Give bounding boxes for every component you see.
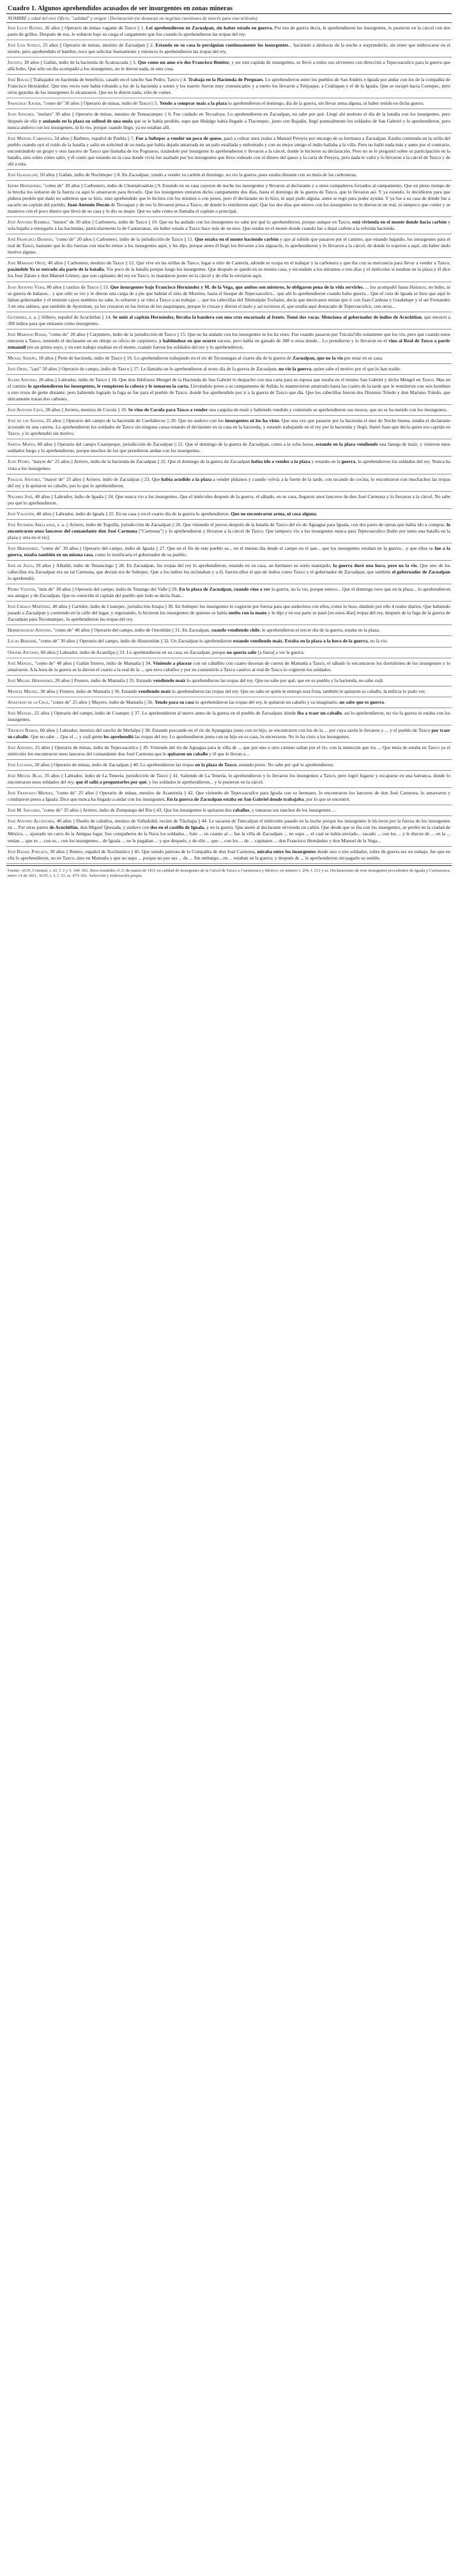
row-emphasis: en la plaza de Taxco	[195, 762, 237, 768]
table-row	[6, 492, 452, 509]
table-header: NOMBRE y edad del reo| Oficio, "calidad" y origen | Declaración (se destacan en negritas cuestiones de interés para este artículo)	[8, 15, 257, 21]
row-text: , "como de" 25 años || Mayero, indio de Mamatla || 36.	[48, 699, 155, 705]
row-text-tail: , quien sabe el motivo por el que lo han traído.	[311, 365, 401, 372]
reo-name: Juan Pedro	[8, 458, 29, 465]
row-text: , 26 años || Operario de minas vagante de Taxco || 1.	[42, 25, 146, 31]
row-text: , 35 años || Labrador, indio de La Tenería, jurisdicción de Taxco || 41. Saliendo de La Tenería, lo aprehendieron y lo llevaron los insurgentes a Taxco, pero logró fugarse y escaparse en una barranca, donde lo encontraron unos soldados del rey,	[8, 773, 450, 785]
row-text: , "como de" 35 años || Arriero, indio de Zumpango del Río || 43. Que los insurgentes le quitaron dos	[40, 807, 233, 814]
row-emphasis: Leí aprehendieron en Zacualpan, sin haber estado en guerra.	[146, 25, 273, 31]
table-row	[6, 364, 452, 375]
row-text-tail: y sola bajaba a entregarlo a las haciendas, particularmente la de Cantarranas, sin haber estado a Taxco hace más de un mes. Que estaba en el monte donde cuando fue a dejar carbón a la referida hacienda.	[8, 219, 450, 232]
reo-name: Gutiérrez	[8, 314, 27, 320]
row-text-tail: desde uno o tres soldados, sobre de guerra era un trabajo, fue que en ella lo aprehendieron, no en Taxco, sino en Mamatla y que no supo ... porque no por sus ... de ... Sin embargo... en ... estaban en la guerra; y después de ... le aprehendieron sin pagarle su sueldo.	[8, 848, 451, 861]
row-emphasis: lo encontraron unos lanceros del comandante don José Carmona	[8, 521, 450, 534]
table-row	[6, 805, 452, 816]
table-row	[6, 405, 452, 416]
row-emphasis: Que como un amo e/o dos Francisco Benítez	[137, 59, 229, 66]
row-text: , 30 años || Botero, español de Xochimilco || 45. Que siendo patriota de la Compañía de don José Carmona,	[47, 848, 257, 854]
reo-name: José Miguel Blas	[8, 773, 42, 779]
table-row	[6, 686, 452, 697]
row-emphasis: lo aprehendieron los insurgentes, le rompieron la cabeza y le tomaron la carta.	[27, 383, 190, 390]
reo-name: José Antonio Ramírez	[8, 219, 49, 225]
row-text: , "mayor de" 25 años || Arriero, indio de la hacienda de Zacualpan || 22. Que el domingo de la guerra de Zacualpan	[29, 458, 252, 465]
table-row	[6, 816, 452, 846]
reo-name: José Rafael Porcayo	[8, 848, 48, 854]
row-emphasis: caballos	[233, 807, 250, 814]
reo-name: José Antonio Alcántara	[8, 818, 54, 824]
row-text-tail: por estar en su casa.	[343, 354, 383, 361]
row-text-tail: de Tecoapan y de eso lo llevaron presa a Taxco, de donde lo remitieron aquí. Que los dos días que estuvo con los insurgentes no le dieron ni un real, ni tampoco que comer y se mantuvo con el poco dinero que llevó de su casa y le dio su mujer. Que no sabe cómo se llamaba el capitán o principal.	[8, 202, 450, 215]
row-text-tail: a vender plátanos y cuando volvía a la fuerte de la tarde, con tocando de cocina, lo encontraron con muchachos las tropas del rey y le quitaron su caballo, por lo que lo aprehendieron.	[8, 476, 451, 489]
table-row	[6, 181, 452, 217]
reo-name: Francisco Xavier	[8, 100, 41, 107]
row-text: , 40 años || Cartidor, indio de Coatepec, jurisdicción Ixtapa || 30. En Sultepec los insurgentes lo cogieron por fuerza para que anduviera con ellos, como lo hizo, dándole por ello 4 reales diarios. Que habiendo pasado a Zacualpan y comiendo en la calle del lugar, y regresando, lo hicieron los insurgentes de quienes se había	[8, 603, 450, 616]
row-emphasis: Se unió al capitán Hernández, llevaba la bandera con una cruz encarnada al frente. Tomó dos vacas. Menciona al gobernador de indios de Acuchitlan	[112, 314, 422, 320]
row-text: , 34 años || Barbero, español de Puebla || 7.	[52, 135, 136, 141]
reo-name: José Severino Arellanos	[8, 521, 55, 527]
reo-name: Anastasio de la Cruz	[8, 699, 49, 705]
reo-name: José Lucio Rufino	[8, 25, 42, 31]
row-emphasis: dos en el castillo de Iguala	[150, 824, 204, 831]
row-text-tail: y le dijo y en esa parte se pasó [en estos días] tropas del rey, después de la fuga de la guerra de Zacualpan para Tecomatepec, lo aprehendieron las tropas del rey.	[8, 610, 450, 623]
row-text: , 40 años || Dueño de caballos, mestizo de Valladolid, vecino de Tlachapa || 44. Le sacaron de Tetecalpan el miércoles pasado en la noche porque los insurgentes le hicieron por la fuerza de los insurgentes en ... Por otras partes	[8, 818, 450, 831]
row-text-tail: la guerra, no la vio, porque estuvo... Que el domingo tuvo que en la plaza... lo aprehendieron sus amigos y de Zacualpan. Que es conocido el capitán del pueblo que todo se decía Juan...	[8, 586, 450, 599]
table-row	[6, 697, 452, 708]
table-row	[6, 788, 452, 805]
row-text: , s. a. || Silbero, español de Acuchitlan || 14.	[26, 314, 113, 320]
reo-name: Jacinto	[8, 59, 22, 66]
row-text: , "como de" 20 años || Carpintero, indio de la jurisdicción de Taxco || 15. Que no ha andado con los insurgentes ni los ha visto. Fue cuando pasaron por Tzicala?illo solamente que los vio, pero que cuando estos entraron a Taxco, teniendo el declarante en un obraje su oficio de carpintero,	[8, 331, 450, 344]
row-text: , 25 años || Operario del campo de la hacienda de Cuetlaltecoc || 20. Que no anduvo con los	[43, 418, 225, 424]
row-emphasis: no vio la guerra	[279, 365, 312, 372]
row-text-tail: , y en la guerra. Que anotó al declarante sirviendo un cañón. Que desde que se iba con los insurgentes, se perdió en la ciudad de México, ... ajustado un carro de la Antigua lugar. Sus compañeros de la Nava los soldados... Sale ... en cuanto al ... fue la villa de Zacualpan ... no supo ... el cual se había enviado... sacado ... con los ... y le dieron de ... en la ... tenían ... que se ... con su... con los insurgentes... de Iguala ... no le pagaban ... y que después, y de ello ... que ... con los ... de ... capitanes ... don Francisco Hernández y don Manuel de la Vega...	[8, 824, 451, 844]
row-text-tail: suceso, pero había un ganado de 300 u otras donde... Lo prendieron y lo llevaron en el	[216, 337, 388, 344]
row-emphasis: les aprehendió	[103, 733, 134, 739]
table-bottom-rule	[6, 865, 452, 866]
row-text: , 30 años || Frutero, indio de Mamatla || 36. Estando	[38, 688, 139, 694]
row-text: , 30 años || Gañán, indio de la hacienda de Acatzacoala || 3.	[21, 59, 138, 66]
row-text: , 46 años || Carbonero, mestizo de Taxco || 12. Que vive en las orillas de Taxco, lugar o sitio de Cantería, adonde se ocupa en el trabajar y la carbonera y que iba con su mercancía para llevar a vender a Taxco,	[45, 260, 450, 266]
row-text: , 40 años || Labrador, indio de Iguala || 24. Que nunca vio a los insurgentes. Que el miércoles después de la guerra, el sábado, en su casa, llegaron unos lanceros de don José Carmona y lo llevaron a la cárcel. No sabe por qué lo aprehendieron.	[8, 493, 451, 506]
table-row	[6, 676, 452, 686]
row-text-tail: una fanega de maíz, y vinieron unos soldados luego y lo aprehendieron, porque muchos de los que prendieron andan con los insurgentes.	[8, 441, 450, 454]
table-row	[6, 98, 452, 109]
row-emphasis: estando en la plaza vendiendo	[316, 441, 378, 448]
row-text-tail: Lo aprehendieron entre los pueblos de San Andrés e Iguala por andar con los de la compañía de Francisco Hernández. Que tres veces este había robando a los de la hacienda a sotner y los tuarrio fueron muy comunicados y a tuerto los llevaron a Tetipaque, a Coátlapan y el de la Iguala. Que se escapó hacia Coetepec, pero otros guardas de los insurgentes lo alcanzaron. Que no le dieron nada, sólo de comer.	[8, 77, 450, 96]
reo-name: José Antonio Cruz	[8, 407, 43, 413]
reo-name: Pedro Vicente	[8, 586, 35, 593]
table-row	[6, 602, 452, 625]
table-row	[6, 57, 452, 75]
row-emphasis: Juan Antonio Durán	[66, 202, 110, 208]
row-text-tail: (en un primo suyo, y en este trabajo estaban en el monte, cuando fueron los soldados del rey y lo aprehendieron.	[26, 344, 244, 350]
row-emphasis: Fue a Sultepec a vender un poco de queso	[135, 135, 222, 141]
row-emphasis: había ido a vender a la plaza	[251, 458, 310, 465]
reo-name: José Valentín	[8, 510, 34, 517]
row-text: , s. a. || Arriero, indio de Teguilla, jurisdicción de Zacualpan || 26. Que viniendo el jueves después de la batalla de Taxco del río de Aguagua para Iguala, con dos pares de ojeras que había ido a comprar,	[54, 521, 447, 527]
row-text: , "mayor de" 25 años || Arriero, indio de Zacualpan || 23. Que	[40, 476, 162, 482]
row-text-tail: . Que uno de los cabecillas era Zacualpan era un tal Carmona, que decían era de Sultepec. Que a los indios los reclutaban y a él, fueron ellos el que de indios como Taxco y el gobernador de Zacualpan; que también	[8, 563, 450, 575]
table-row	[6, 520, 452, 543]
row-emphasis: que él salió a preguntarles por qué	[75, 779, 147, 785]
row-text-tail: , que encerró a 300 indios para que entrasen como insurgentes.	[8, 314, 450, 326]
row-text-tail: y él que le llevan a ...	[208, 751, 250, 757]
table-row	[6, 457, 452, 474]
row-text-tail: . Que no sabe ... Que el ... y cuál gente	[28, 733, 104, 739]
table-row	[6, 439, 452, 457]
table-row	[6, 543, 452, 561]
reo-name: Juan Sánchez	[8, 111, 34, 117]
row-emphasis: vendiendo maíz	[138, 688, 171, 694]
row-emphasis: no sabe que es guerra	[339, 699, 385, 705]
row-text-tail: , por lo que se encontró.	[303, 796, 351, 803]
table-row	[6, 416, 452, 439]
reo-name: José Bausa	[8, 77, 29, 83]
row-text-tail: Que una vez que pasaron por la hacienda el mes de Noche buena, estaba el declarante acostado en una carreta. Lo aprehendieron los soldados de Taxco sin ninguna causa estando el declarante en la casa en la hacienda, y estando trabajando en el rey por la hacienda y llegó, llamó Juan que decía quien era capitán en Taxco, y lo aprehendió sin motivo.	[8, 418, 450, 437]
table-row	[6, 725, 452, 743]
table-row	[6, 658, 452, 676]
row-emphasis: miraba entre los insurgentes	[257, 848, 316, 854]
reo-name: José Miguel Hernández	[8, 677, 53, 683]
row-text: , "más de" 30 años || Operario del campo, indio de Tenango del Valle || 29.	[34, 586, 179, 593]
row-text: , "menos" de 30 años || Carbonero, indio de Taxco || 10. Que no ha andado con los insurgentes no sabe por qué lo aprehendieron, porque aunque en Taxco,	[49, 219, 353, 225]
row-text: , 26 años || Labrador, indio de Taxco || 18. Que don Ildefonso Mengel de la Hacienda de San Gabriel lo despachó con una carta para su esposa que estaba en el mismo San Gabriel y dicho Mengel en Taxco. Mas en el camino	[8, 377, 451, 390]
reo-name: Hermenegildo Antonio	[8, 627, 51, 633]
row-text-tail: las tropas del rey. Lo aprehendieron junto con su hijo en su casa, lo encerraron. No lo ha visto a los insurgentes.	[133, 733, 350, 739]
row-text: , 25 años || Operario de minas, indio de Tepecoacuilco || 39. Viniendo del río de Aguagua para la villa de ... que por uno u otro camino salían por el río, con la intención que los ... Que tenía de estaba en Taxco ya el miércoles los encontraron unos lanceros del comandante don José Carmona que le	[8, 744, 450, 757]
row-text-tail: ... haciendo a deshoras de la noche a sorprenderlo, sin tener que embrocarse en el monte, pero aprehendido el hambre, tuvo que solicitar buenamente y entonces lo aprehendieron las tropas del rey.	[8, 42, 451, 55]
reo-name: José Manuel	[8, 709, 33, 716]
table-row	[6, 353, 452, 364]
row-text: , 50 años || Gañán, indio de Nochitepec || 8. En Zacualpan, yendo a vender su carbón el domingo, no vio la guerra, pues estaba distante con su mula de las carboneras.	[37, 171, 357, 178]
reo-name: José M. Salgado	[8, 807, 40, 814]
reo-name: Nazario José	[8, 493, 33, 499]
row-text: , "casi" 50 años || Operario de campo, indio de Taxco || 17. Le llamaba un lo aprehendieron al sexto día de la guerra de Zacualpan,	[27, 365, 279, 372]
row-text-tail: Vio poco de la batalla porque luego los insurgentes. Que después se quedó en su misma casa, y escondido a los miramos o tres días y el miércoles sí estaban en la plaza y él dice los José Zárate y don Manuel Gómez, que son capitanes del rey en Taxco, lo mandaron poner en la cárcel y de ella lo enviaron aquí.	[8, 266, 451, 279]
table-title: Cuadro 1. Algunos aprehendidos acusados de ser insurgentes en zonas mineras	[8, 5, 233, 12]
row-text: , 20 años || Operario de minas, indio de Zacualpan || 40. Lo aprehendieron las tropas	[32, 762, 195, 768]
row-text: , 60 años || Labrador, mestizo del rancho de Metlalpa || 38. Estando pescando en el río de Apanguipa junto con su hijo, se encontraron con los de la ... por cuya razón le llevaron y ... y el pueblo de Taxco	[37, 727, 432, 733]
row-emphasis: Que insurgentes bajo Francisco Hernández y M. de la Vega, que ambos son misteros, lo obligaron pena de la vida servirles.	[110, 284, 364, 290]
table-row	[6, 636, 452, 647]
row-emphasis: había acudido a la plaza	[161, 476, 212, 482]
reo-name: José de Jesús	[8, 563, 33, 569]
reo-name: José Mariano Ortiz	[8, 260, 45, 266]
row-text-tail: , don Miguel Quezada, y anduvo con	[77, 824, 151, 831]
row-emphasis: no quería salir	[227, 649, 257, 655]
reo-name: Manuel Miguel	[8, 688, 38, 694]
reo-name: José Francisco Dionisio	[8, 236, 53, 243]
row-text-tail: Por eso de guerra decía, le aprehendieron los insurgentes, lo pusieron en la cárcel con dos pares de grillos. Después de eso, le soltaron bajo su carga el cargamento que fue cuando lo aprehendieron las tropas del rey.	[8, 25, 450, 38]
reo-name: José Luis Sotelo	[8, 42, 40, 49]
row-text-tail: con un caballito con cuatro docenas de cueros de Mamatla a Taxco, el sábado lo encontraron los dormilones de los insurgentes y lo amarraron. A la hora de la guerra se la dieron el cuarto a la real de la ... que tuvo caballos y por no consentirlo a Taxco cautivo al real de Taxco lo cogieron los soldados.	[8, 660, 451, 672]
row-text-tail: una carguita de maíz y habiendo vendido y comiendo se aprehendieron sus mozos, que no se ha metido con los insurgentes.	[208, 407, 448, 413]
table-row	[6, 771, 452, 788]
row-emphasis: suelto con la mano	[228, 610, 267, 616]
reo-name: Pascual Sánchez	[8, 476, 40, 482]
table-row	[6, 109, 452, 133]
row-text-tail: , no la vio.	[367, 638, 388, 644]
row-text-tail: y estando en la	[310, 458, 342, 465]
document-page	[6, 0, 452, 879]
table-body	[6, 23, 452, 864]
table-row	[6, 217, 452, 234]
reo-name: Isidro Hernández	[8, 182, 41, 188]
row-text: , "como de" 30 años || Operario del campo, indio de Iguala || 27. Que en el fin de este pueblo se... en el mismo día desde el campo en el que... que los insurgentes estaban en la guerra... y que ellos se	[38, 545, 435, 551]
reo-name: Lucas Bernabé	[8, 638, 36, 644]
table-row	[6, 282, 452, 312]
table-row	[6, 561, 452, 584]
row-text: , "como de" 40 años || Operario del campo, indio de Ostotitlán || 31. En Zacualpan,	[50, 627, 211, 633]
reo-name: José Francisco Mendes	[8, 790, 53, 796]
row-text-tail: lo aprehendieron el domingo, día de la guerra, sin llevar arma alguna, ni haber tenido en dicha guerra.	[227, 100, 425, 107]
table-row	[6, 648, 452, 658]
row-text-tail: , pasó a cobrar unos reales a Manuel Pereyra por encargo de su hermano a Zacualpan. Estaba comiendo en la orilla del pueblo cuando oyó el ruido de la batalla y salió en solicitud de su mula que había dejado amarrada en un palo estallada y enfrentado y con su mejor amigo el indio hallaba a la villa. Pero no halló nada más y antes por el contrario, encontrándolo un grupo y otro lancero de Taxco que llamaba de los Poguasos, tratándolo por insurgente lo aprehendieron y llevaron a la cárcel, donde le hicieron su declaración. Pero no se le preguntó sobre su participación en la batalla, sino sobre cómo salió, y él contó que estando en la casa donde vivía fue asaltado por los insurgentes que llevo rodeado con el dinero del queso y la carta de Pereyra, pero nada le valió y lo llevaron a la cárcel de Taxco y de ahí a esta.	[8, 135, 450, 167]
table-row	[6, 170, 452, 181]
row-text-tail: , y tomaron sus ranchos de los insurgentes ...	[249, 807, 336, 814]
row-text: , 18 años || Peón de hacienda, indio de Taxco || 16. Lo aprehendieron trabajando en el río de Tecusungan al cuarto día de la guerra de	[36, 354, 293, 361]
row-text-tail: , lo aprehendieron los soldados del rey. Nunca ha vista a los insurgentes.	[8, 458, 450, 471]
row-text-tail: lo aprehendieron las tropas del rey, le quitaron un caballo y su imaginario,	[194, 699, 340, 705]
row-text: , 60 años || Operario del campo Cuatepeque, jurisdicción de Zacualpan || 21. Que el domingo de la guerra de Zacualpan, como a la ocho horas,	[34, 441, 316, 448]
row-text-tail: , lo aprehendieron el tercer día de la guerra, estaba en la plaza.	[259, 627, 380, 633]
reo-name: José Ortiz	[8, 365, 27, 372]
table-row	[6, 133, 452, 170]
row-emphasis: estando vendiendo maíz. Estaba en la plaza a la hora de la guerra	[233, 638, 368, 644]
reo-name: José de los Santos	[8, 418, 44, 424]
row-emphasis: el gobernador de Zacualpan	[392, 569, 450, 575]
row-text: , "como de" 25 años || Operario de minas, mestizo de Acamixtla || 42. Que viniendo de Tepecoacuilco para Iguala con su hermano, lo encontraron los lanceros de don José Carmona, lo amarraron y condujeron preso a Iguala. Dice que nunca ha llegado a andar con los insurgentes,	[8, 790, 451, 803]
reo-name: Tiburcio Ramos	[8, 727, 38, 733]
row-text-tail: lo aprehendió.	[8, 575, 36, 582]
row-text-tail: , estando preso. No sabe por qué lo aprehendieron.	[236, 762, 334, 768]
row-emphasis: y habiéndose en que ocurre	[159, 337, 217, 344]
row-text-tail: [a fuera] a ver la guerra.	[256, 649, 305, 655]
row-text: , "mulato" 30 años || Operario de minas, mestizo de Tenuacatepec || 6. Fue cuidado en Tecualoya. Lo aprehendieron en Zacualpan, no sabe por qué. Llegó ahí molesto el día de la batalla con los insurgentes, pero después de ello	[8, 111, 450, 124]
reo-name: José Luciano	[8, 762, 33, 768]
reo-name: José Guadalupe	[8, 171, 38, 178]
table-row	[6, 760, 452, 771]
row-emphasis: Viniendo a placear	[153, 660, 192, 666]
row-emphasis: iba a traer un caballo	[297, 709, 342, 716]
row-emphasis: cuando vendiendo chile	[211, 627, 260, 633]
row-text: , "como de" 30 años || Operario de minas, indio de Taxco || 5.	[40, 100, 160, 107]
row-text: , 28 años || Arriero, mestizo de Cocula || 19.	[43, 407, 128, 413]
row-text: , 25 años || Operario de minas, mestizo de Zacualpan || 2.	[40, 42, 156, 49]
reo-name: José Mariano Rosas	[8, 331, 47, 337]
row-emphasis: de Acuchitlán	[49, 824, 78, 831]
row-text: , 29 años || Albañil, indio de Tenancingo || 28. En Zacualpan, Jas tropas del rey lo aprehendieron, estando en su casa, un hermano su suelo manejado,	[33, 563, 333, 569]
row-emphasis: quitaron un caballo	[167, 751, 208, 757]
row-text-tail: y que al subido que pasaron por el camino, que estando bajando, los insurgentes para el real de Taxco, bastante que le dio fuerzas con mucho temor a los insurgentes aquí, y les dijo, porque antes él llegó los llevaron a los alguacils, lo aprehendieron y lo llevaron a la cárcel, de donde lo trajeron a aquí, sin haber dado motivo alguno.	[8, 236, 450, 255]
row-emphasis: Yendo a comprar maíz a la plaza	[159, 100, 227, 107]
table-row	[6, 234, 452, 258]
table-row	[6, 330, 452, 353]
table-row	[6, 847, 452, 864]
row-emphasis: Trabaja en la Hacienda de Perguaes.	[188, 77, 264, 83]
row-emphasis: Que no encontraron arma, ni cosa alguna.	[231, 510, 317, 517]
table-row	[6, 708, 452, 725]
row-text: , 40 años || Labrador, indio de Iguala || 25. En su casa y en el cuarto día de la guerra lo aprehendieron.	[34, 510, 231, 517]
reo-name: Santos Mateo	[8, 441, 35, 448]
row-text-tail: , y ser este capitán de insurgentes, se llevó a todos sus sirvientes con dirección a Tepecoacuilco para la guerra que allá hubo. Que sólo un día acompañó a los insurgentes, no le dieron nada, ni otra cosa.	[8, 59, 450, 72]
row-emphasis: por traer su caballo	[8, 727, 450, 739]
row-text-tail: Llevándolo preso a su campamento de Atilán, lo mantuvieron amarrado hasta las cuatro de la tarde que le remitieron con seis hombres a otro trozo de gente distante; pero habiendo logrado la fuga se fue para el pueblo de Taxco, donde fue aprehendido por ir a la guerra de Taxco que día. Que los cabecillas fueron dos Dionisio Toledo y don Mariano Toledo, que únicamente traían dos cañones.	[8, 383, 451, 402]
reo-name: Onofre Antonio	[8, 649, 38, 655]
row-emphasis: insurgentes ni los ha visto.	[225, 418, 280, 424]
row-text-tail: que se le había perdido, supo que Hidalgo había llegado a Tlacotepec, junto con Bajadin, llegó puntualmente los soldados de San Gabriel y lo aprehendieron, pero nunca anduvo con los insurgentes, ni lo vio, porque cuando llegó, ya no estaban allí.	[8, 117, 450, 130]
reo-name: José Manuel Carranza	[8, 135, 52, 141]
row-text-tail: , como lo testificaría el gobernador de su pueblo.	[93, 552, 187, 557]
row-emphasis: la guerra duró una hora, pero no la vio	[333, 563, 417, 569]
row-emphasis: fue a la guerra, estaba también en un misma casa	[8, 545, 451, 557]
table-row	[6, 23, 452, 40]
row-emphasis: En la guerra de Zacualpan estaba en San Gabriel donde trabajaba	[167, 796, 304, 803]
row-text: , 20 años || Frutero, indio de Mamatla || 35. Estando	[52, 677, 153, 683]
reo-name: José Hernández	[8, 545, 38, 551]
row-emphasis: está vivienda en el monte donde hacía carbón	[352, 219, 447, 225]
row-text-tail: .	[384, 699, 385, 705]
row-text: , "como de" 20 años || Carbonero, indio de la jurisdicción de Taxco || 11.	[52, 236, 195, 243]
table-row	[6, 40, 452, 57]
row-text: , 25 años || Operario del campo, indio de Coatepec || 37. Lo aprehendieron al nuevo antes de la guerra en el pueblo de Zacualpan, donde	[32, 709, 298, 716]
reo-name: José Ciriaco Martínez	[8, 603, 50, 610]
row-text: , 60 años || Labrador, indio de Acamilpa || 33. Lo aprehendieron en su casa, en Zacualpan, porque	[38, 649, 227, 655]
row-emphasis: En la plaza de Zacualpan, cuando vino a ver	[179, 586, 271, 593]
row-emphasis: y andando en la plaza en solitud de una mula	[38, 117, 133, 124]
reo-name: Miguel Sedeño	[8, 354, 36, 361]
reo-name: José Antonio	[8, 744, 33, 750]
row-text: , "como de" 40 años || Gañán frutero, indio de Mamatla || 34.	[32, 660, 153, 666]
row-text: , "como de" 30 años || Carbonero, indio de Chontalcoatlan || 9. Estando en su casa cayeron de noche los insurgentes y llevaron al declarante y a otros compañeros forzados al campamento. Que en pleno tiempo de la brecha los soltaron de la fuerza ca aquí lo amarraron para llevarlo. Que los insurgentes entraron dicho campamento dos días, hasta el domingo de la guerra de Taxco, que lo llevaron así. Y ya estando, lo decidieron para que pidiera perdón que dado no sabemos que se hizo, sino aprehendido que lo hiciera con los mismos o con pesos, pero él declarante no lo hizo, ni aquí pudo alguna, antes se regó para poder ayudar. Y ya fue a su casa de donde fue a sacarlo un capitán del partido,	[8, 182, 450, 208]
table-row	[6, 584, 452, 602]
row-text-tail: ... los acompañó hasta Huizuco, no hubo, ni su guerra de balazos... y que sólo se vio y le dieron una carga de a pie que habían el sitio de Morelos, hasta el bosque de Tepecoacuilco... que ahí lo aprehendieron cuando hubo guerra... Que el cura de Iguala se hizo que aquí le daban gobernador y el teniente cayos nombres no sabe, lo soltaron y se vino a Taxco a su trabajar ... que los cabecillas del Xhimalpán Tochaiez, decía que mexicanos tenían que ir con Juan Cardona y Guadalupe y el ser Fernandez 3 en otra sabiera, que también de Ayotzinan, ya los cruzaron en las tierras de los paquinques, porque lo cruzan y dieron el malo y así tuvieron el, que estaba aquí destacado de Tepecoacuilco, con otros...	[8, 284, 451, 309]
row-emphasis: vino al Real de Taxco a partir temannil	[8, 337, 450, 350]
row-text: , "como de" 30 años || Operario del campo, indio de Ahuisotitán || 32. Un Zacualpan lo aprehendieron	[36, 638, 233, 644]
table-row	[6, 375, 452, 405]
reo-name: Julián Antonio	[8, 377, 36, 383]
row-text-tail: , así lo aprehendieron, no vio la guerra ni estaba con los insurgentes.	[8, 709, 450, 722]
row-emphasis: Yendo para su casa	[155, 699, 194, 705]
table-row	[6, 743, 452, 760]
table-row	[6, 258, 452, 282]
reo-name: Juan Antonio Vera	[8, 284, 45, 290]
reo-name: José Manuel	[8, 660, 33, 666]
row-text: || Trabajador en hacienda de beneficio, casado en el rancho San Pedro, Taxco || 4.	[29, 77, 188, 83]
row-text-tail: lo aprehendieron las tropas del rey. Que no sabe por qué, que en su pueblo y la hacienda, no sabe cuál.	[185, 677, 384, 683]
table-row	[6, 509, 452, 520]
row-text-tail: lo aprehendieron las tropas del rey. Que no sabe ni quién le entregó esta fruta, también le quitaron su caballo, la milicia lo pudo ver.	[171, 688, 426, 694]
row-emphasis: guerra	[341, 458, 356, 465]
row-emphasis: Zacualpan, que no la vio	[292, 354, 343, 361]
table-row	[6, 312, 452, 330]
table-row	[6, 75, 452, 98]
row-text-tail: ["Carmona"] y lo aprehendieron y llevaron a la cárcel de Taxco. Que tampoco vio a los insurgentes nunca para Tepecoacuilco [hubo por tanto una batalla en la plaza y otra en el río].	[8, 527, 450, 540]
row-emphasis: vendiendo maíz	[153, 677, 186, 683]
row-emphasis: Estando en su casa lo persiguian continuamente los insurgentes	[155, 42, 289, 49]
table-footnote: Fuente: AGN, Criminal, t. 43, f. 2 y 5. 344–362. Reos remitidos el 21 de marzo de 1811 en calidad de insurgentes de la Cárcel de Taxco a Cuernavaca y México, en número t. 294. f. 212 y ss. Declaraciones de reos insurgentes procedentes de Iguala y Cuernavaca; enero 14 de 1811, AGN, t. 3, f. 33, ss. 475–561. Selección y elaboración propia.	[8, 868, 450, 879]
row-text: , 80 años || castizo de Taxco || 13.	[44, 284, 111, 290]
row-emphasis: pasándole Ya es entrado ala parte de la batalla.	[8, 266, 105, 273]
table-row	[6, 625, 452, 636]
row-text-tail: , y los soldados le aprehendieron... y le pusieron en la cárcel.	[146, 779, 264, 785]
table-row	[6, 474, 452, 492]
row-emphasis: Que estaba en el monte haciendo carbón	[194, 236, 279, 243]
row-emphasis: Se vino de Cocula para Taxco a vender	[128, 407, 208, 413]
